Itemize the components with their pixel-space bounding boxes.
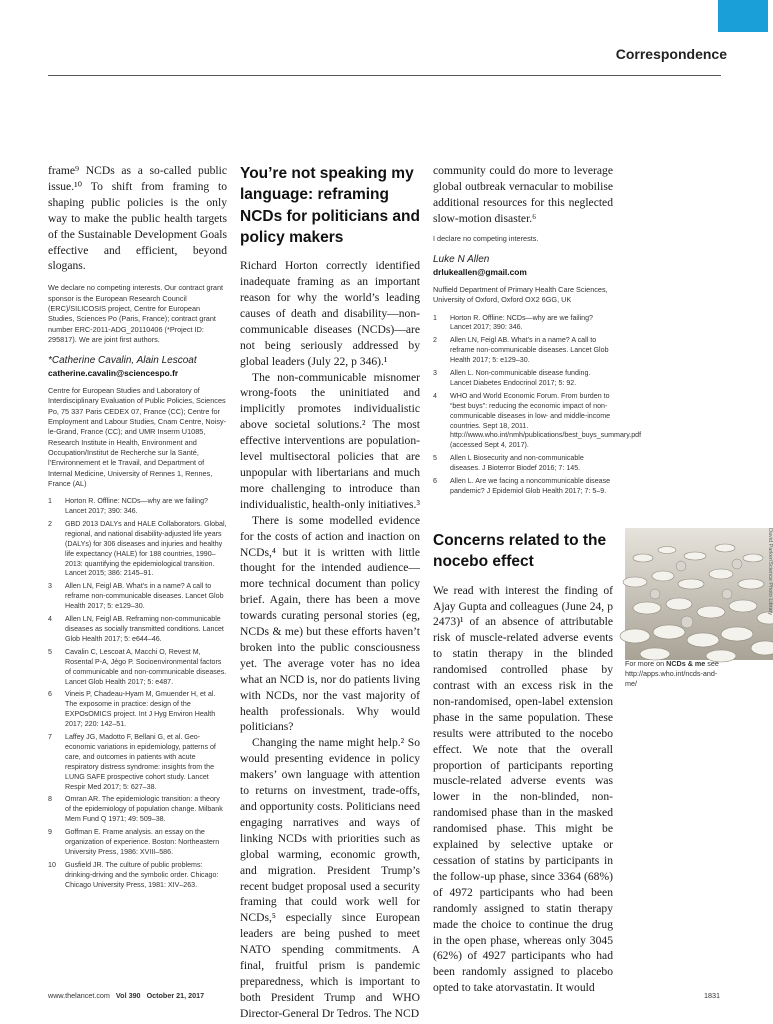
photo-credit: David Parker/Science Photo Library [767, 528, 773, 616]
column-1 [48, 163, 227, 894]
article1-reference-list [433, 313, 642, 497]
article1-declaration: I declare no competing interests. [433, 233, 539, 243]
article1-paragraph-continued: community could do more to leverage global outbreak vernacular to mobilise additional resources for this neglected slow-motion disaster.⁶ [433, 164, 613, 225]
reference-item: 3 Allen L. Non-communicable disease funding. Lancet Diabetes Endocrinol 2017; 5: 92. [433, 369, 591, 387]
reference-item: 5 Allen L Biosecurity and non-communicable diseases. J Bioterror Biodef 2016; 7: 145. [433, 454, 584, 473]
reference-item: 7 Laffey JG, Madotto F, Bellani G, et al. Geo-economic variations in epidemiology, patterns of care, and outcomes in patients with acute respiratory distress syndrome: insights from the LUNG SAFE prospective cohort study. Lancet Respir Med 2017; 5: 627–38. [48, 733, 216, 791]
footer-volume: Vol 390 [115, 991, 141, 1000]
article1-paragraph: Richard Horton correctly identified inadequate framing as an important reason for why the world’s leading causes of death and disability—non-communicable diseases (NCDs)—are not being seriously addressed by global leaders (July 22, p 346).¹ [240, 259, 420, 368]
article2 [433, 530, 613, 996]
reference-item: 1 Horton R. Offline: NCDs—why are we failing? Lancet 2017; 390: 346. [48, 497, 208, 515]
footer-date: October 21, 2017 [146, 991, 205, 1000]
header-rule [48, 75, 721, 76]
reference-item: 4 WHO and World Economic Forum. From burden to “best buys”: reducing the economic impact of non-communicable diseases in low- and middle-income countries. Sept 18, 2011. http://www.who.int/nmh/publications/best_buys_summary.pdf (accessed Sept 4, 2017). [433, 391, 642, 450]
reference-item: 5 Cavalin C, Lescoat A, Macchi O, Revest M, Rosental P-A, Jégo P. Socioenvironmental factors of communicable and non-communicable diseases. Lancet Glob Health 2017; 5: e487. [48, 647, 227, 686]
reference-item: 2 GBD 2013 DALYs and HALE Collaborators. Global, regional, and national disability-adjusted life years (DALYs) for 306 diseases and injuries and healthy life expectancy (HALE) for 188 countries, 1990–2013: quantifying the epidemiological transition. Lancet 2015; 386: 2145–91. [48, 519, 227, 578]
reference-item: 3 Allen LN, Feigl AB. What’s in a name? A call to reframe non-communicable diseases. Lancet Glob Health 2017; 5: e129–30. [48, 582, 224, 611]
col1-authors: *Catherine Cavalin, Alain Lescoat [48, 355, 197, 367]
accent-bar [718, 0, 768, 32]
reference-item: 6 Vineis P, Chadeau-Hyam M, Gmuender H, et al. The exposome in practice: design of the EXPOsOMICS project. Int J Hyg Environ Health 2017; 220: 142–51. [48, 690, 216, 729]
side-note-link[interactable]: NCDs & me [666, 659, 706, 668]
section-title: Correspondence [615, 46, 727, 62]
article1-body [240, 258, 420, 1022]
article1-paragraph: The non-communicable misnomer wrong-foots the uninitiated and implicitly promotes individualistic above societal solutions.² The most effective interventions are population-level multisectoral policies that are unpopular with libertarians and much more challenging to introduce than individualistic, health-only initiatives.³ [240, 370, 420, 511]
article1-paragraph: There is some modelled evidence for the costs of action and inaction on NCDs,⁴ but it is written with little thought for the intended audience—more technical document than policy brief. Again, there has been a move towards curating personal stories (eg, NCDs & me) but these efforts haven’t broken into the public consciousness yet. The average voter has no idea what an NCD is, nor do patients living with NCDs, nor the vast majority of health professionals. Why would politicians? [240, 513, 420, 734]
reference-item: 4 Allen LN, Feigl AB. Reframing non-communicable diseases as socially transmitted conditions. Lancet Glob Health 2017; 5: e644–46. [48, 615, 224, 643]
col1-email[interactable]: catherine.cavalin@sciencespo.fr [48, 368, 179, 379]
col1-paragraph: frame⁹ NCDs as a so-called public issue.¹⁰ To shift from framing to shaping public policies is the only way to make the public health targets of the Sustainable Development Goals effective and efficient, beyond slogans. [48, 164, 227, 273]
article2-paragraph: We read with interest the finding of Ajay Gupta and colleagues (June 24, p 2473)¹ of an absence of attributable risk of muscle-related adverse events to statin therapy in the blinded randomised controlled phase by contrast with an excess risk in the non-randomised, open-label extension phase in the same population. These results were attributed to the nocebo effect. We note that the overall proportion of participants reporting muscle-related adverse events was lower in the non-blinded, non-randomised phase than in the masked randomised phase. This might be explained by selective uptake or cessation of statins by participants in the follow-up phase, since 3364 (68%) of 4972 participants who had been randomly assigned to statin therapy made the choice to continue the drug in the open phase, whereas only 3045 (62%) of 4927 participants who had been randomly assigned to placebo opted to take atorvastatin. It would [433, 583, 613, 995]
reference-item: 8 Omran AR. The epidemiologic transition: a theory of the epidemiology of population change. Milbank Mem Fund Q 1971; 49: 509–38. [48, 795, 223, 824]
article1-paragraph: Changing the name might help.² So would presenting evidence in policy makers’ own language with attention to returns on investment, trade-offs, and opportunity costs. Politicians need engaging narratives and ways of linking NCDs with priorities such as global warming, economic growth, and migration. President Trump’s recent budget proposal used a security framing that could work well for NCDs,⁵ especially since European leaders are being pushed to meet NATO spending commitments. A final, fruitful prism is pandemic preparedness, which is important to both President Trump and WHO Director-General Dr Tedros. The NCD [240, 736, 420, 1020]
reference-item: 1 Horton R. Offline: NCDs—why are we failing? Lancet 2017; 390: 346. [433, 313, 593, 332]
side-note: For more on NCDs & me see http://apps.who.int/ncds-and-me/ [625, 659, 719, 688]
pills-photo [625, 528, 773, 660]
col1-affiliation: Centre for European Studies and Laboratory of Interdisciplinary Evaluation of Public Policies, Sciences Po, 75 337 Paris CEDEX 07, France (CC); Centre for Employment and Labour Studies, Cnam Centre, Noisy-le-Grand, France (CC); and UMR Inserm U1085, Research Institute in Health, Environment and Occupation/Institut de Recherche sur la Santé, l’Environnement et le Travail, and Department of Internal Medicine, University of Rennes 1, Rennes, France (AL) [48, 386, 227, 488]
footer-citation [48, 991, 204, 1000]
article2-title: Concerns related to the nocebo effect [433, 532, 607, 571]
pills-illustration [625, 528, 773, 660]
reference-item: 6 Allen L. Are we facing a noncommunicable disease pandemic? J Epidemiol Glob Health 2017; 7: 5–9. [433, 477, 611, 496]
column-2 [240, 163, 420, 1022]
col1-reference-list [48, 497, 227, 891]
article1-email[interactable]: drlukeallen@gmail.com [433, 266, 527, 277]
reference-item: 10 Gusfield JR. The culture of public problems: drinking-driving and the symbolic order. Chicago: Chicago University Press, 1981: XIV–263. [48, 860, 219, 889]
page-number: 1831 [704, 991, 720, 1000]
footer-site[interactable]: www.thelancet.com [48, 991, 110, 1000]
reference-item: 2 Allen LN, Feigl AB. What’s in a name? A call to reframe non-communicable diseases. Lancet Glob Health 2017; 5: e129–30. [433, 336, 609, 365]
col1-declaration: We declare no competing interests. Our contract grant sponsor is the European Research Council (ERC)/SILICOSIS project, Centre for European Studies, Sciences Po (Paris, France); contract grant number ERC-2011-ADG_20110406 (*Project ID: 295817). We are joint first authors. [48, 283, 224, 344]
article1-title: You’re not speaking my language: reframing NCDs for politicians and policy makers [240, 165, 420, 246]
article1-affiliation: Nuffield Department of Primary Health Care Sciences, University of Oxford, Oxford OX2 6GG, UK [433, 284, 608, 305]
article1-author: Luke N Allen [433, 253, 490, 265]
reference-item: 9 Goffman E. Frame analysis. an essay on the organization of experience. Boston: Northeastern University Press, 1986: XVIII–586. [48, 828, 220, 856]
column-3 [433, 163, 642, 500]
